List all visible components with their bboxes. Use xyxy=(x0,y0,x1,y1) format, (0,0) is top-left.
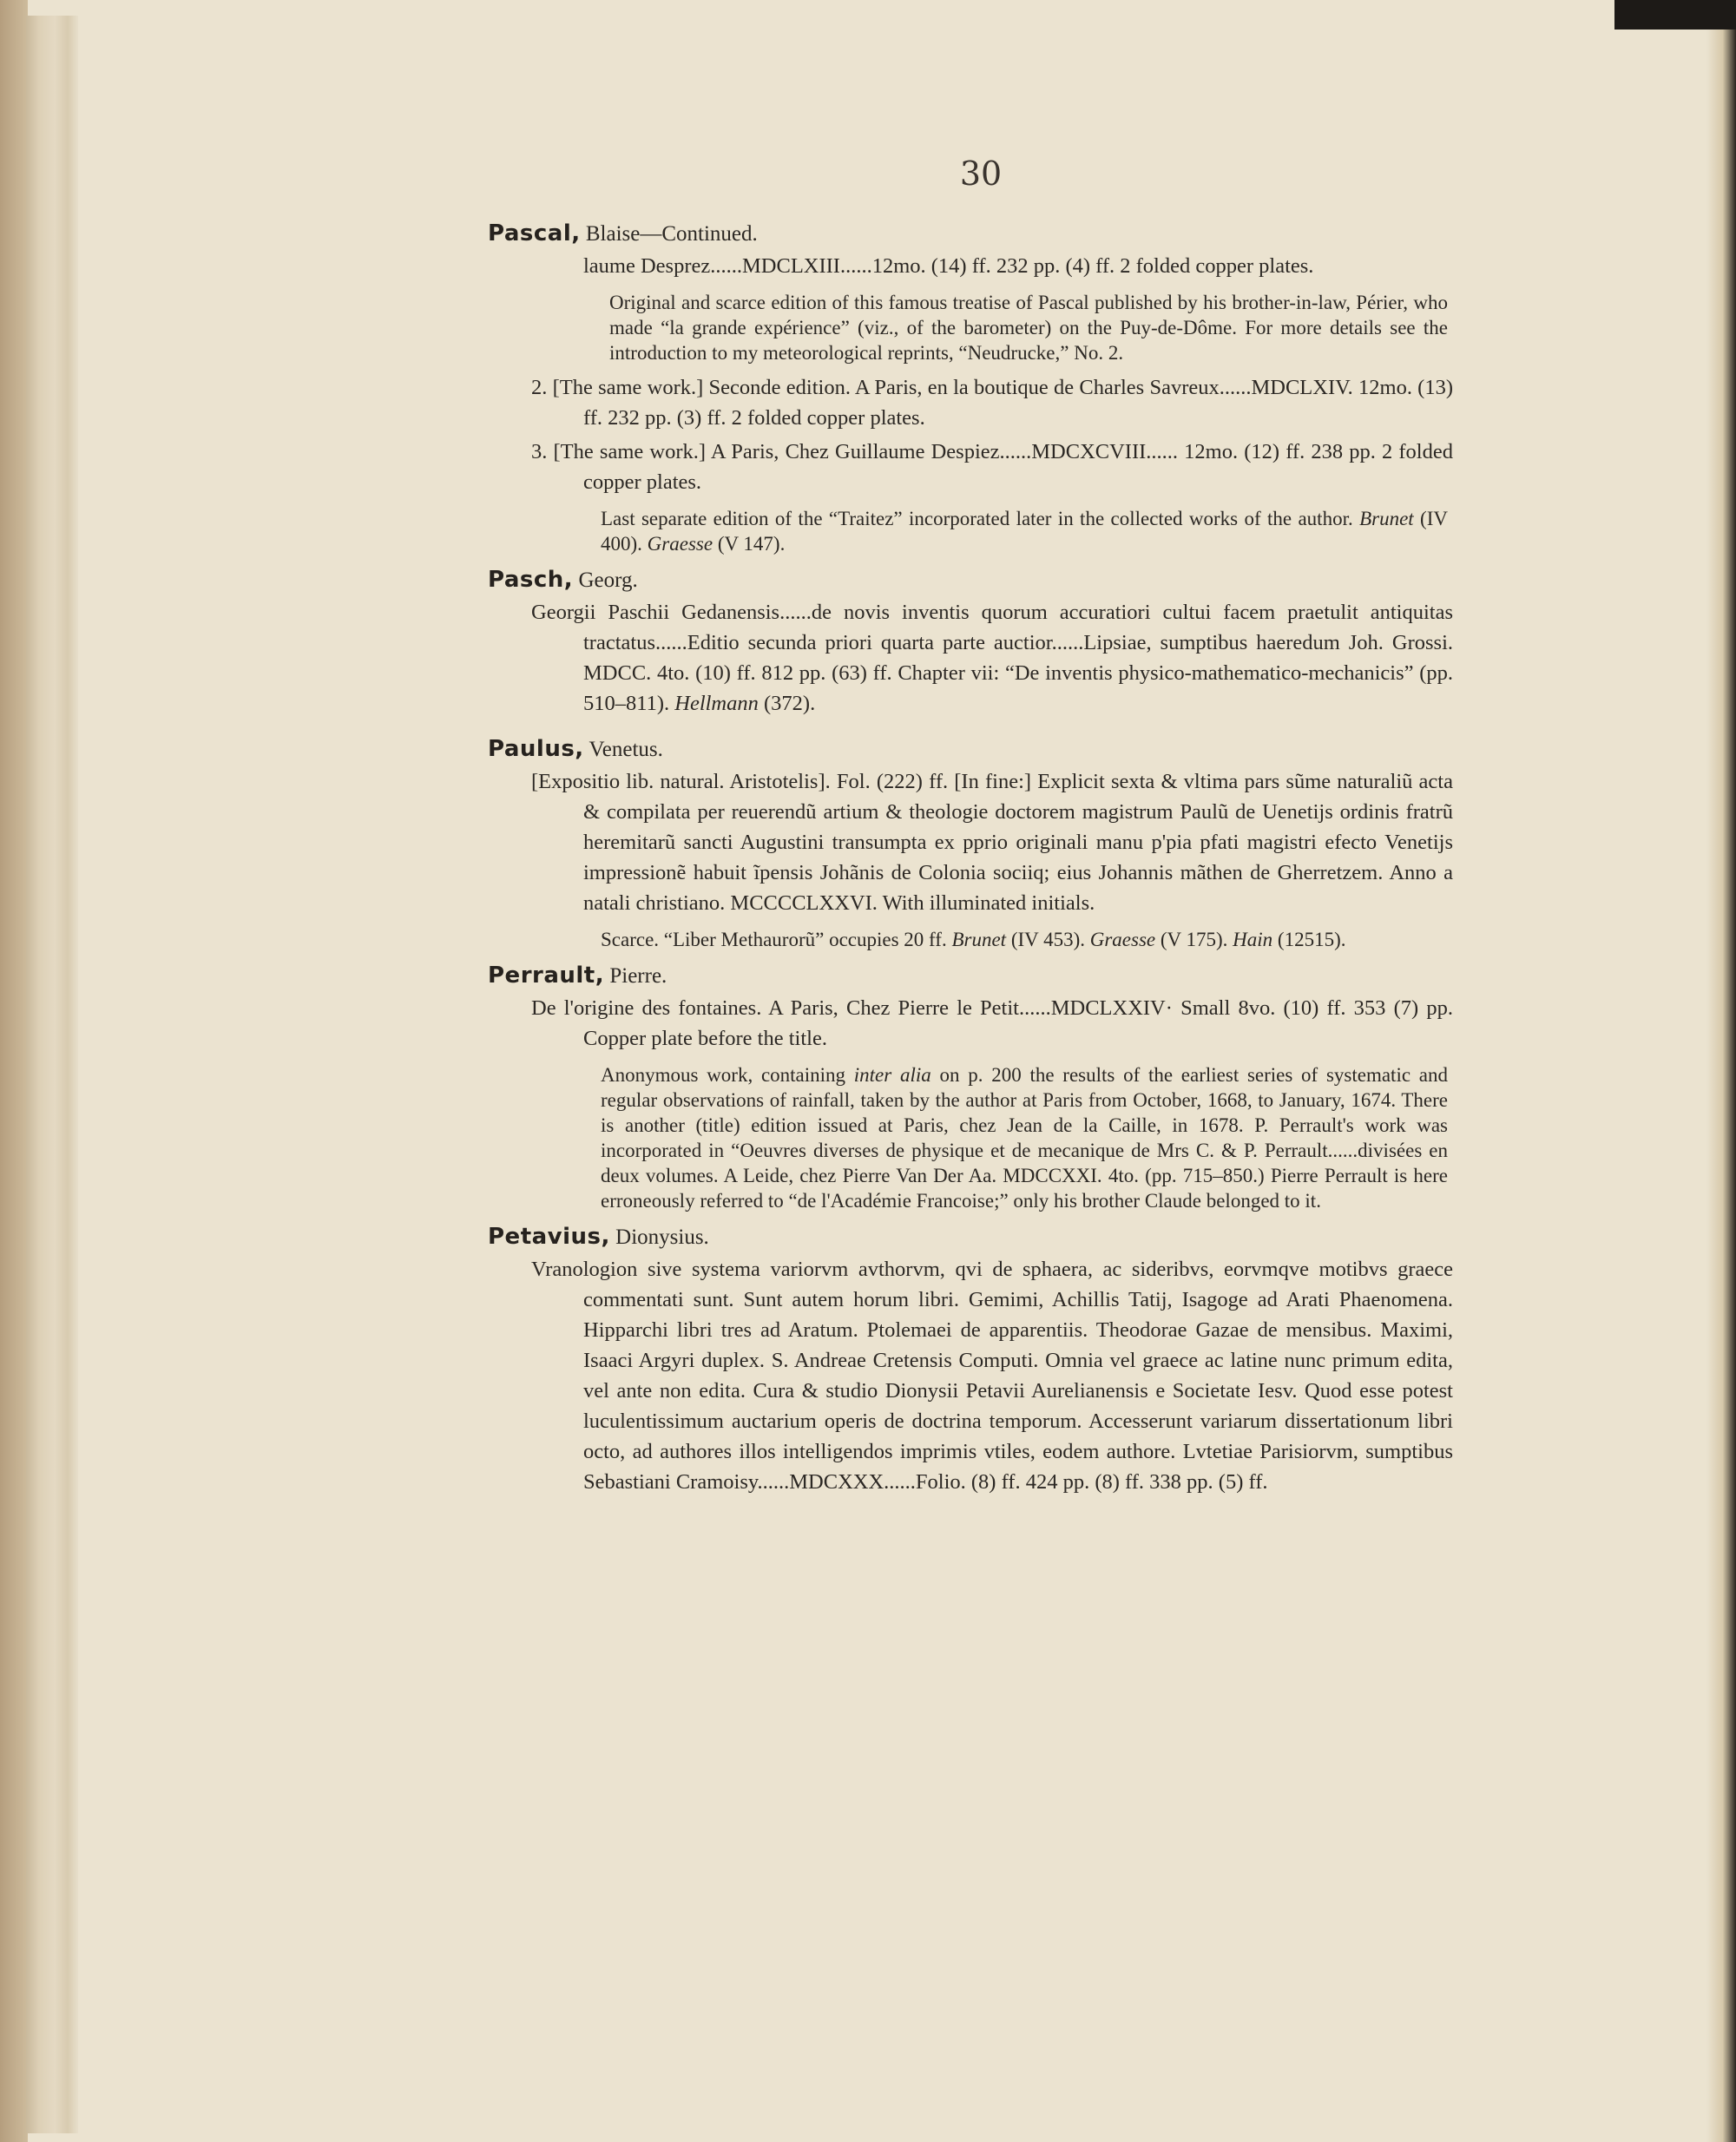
scan-background-corner xyxy=(1614,0,1736,30)
annotation-note xyxy=(601,927,1448,952)
annotation-note xyxy=(601,506,1448,556)
reference-location: (V 147). xyxy=(713,533,786,555)
catalog-item: Vranologion sive systema variorvm avthorvm, qvi de sphaera, ac sideribvs, eorvmqve motibvs graece commentati sunt. Sunt autem horum libri. Gemimi, Achillis Tatij, Isagoge ad Arati Phaenomena. Hipparchi libri tres ad Aratum. Ptolemaei de apparentiis. Theodorae Gazae de mensibus. Maximi, Isaaci Argyri duplex. S. Andreae Cretensis Computi. Omnia vel graece ac latine nunc primum edita, vel ante non edita. Cura & studio Dionysii Petavii Aurelianensis e Societate Iesv. Quod esse potest luculentissimum auctarium operis de doctrina temporum. Accesserunt variarum dissertationum libri octo, ad authores illos intelligendos imprimis vtiles, eodem authore. Lvtetiae Parisiorvm, sumptibus Sebastiani Cramoisy......MDCXXX......Folio. (8) ff. 424 pp. (8) ff. 338 pp. (5) ff. xyxy=(531,1258,1453,1494)
author-surname: Paulus, xyxy=(488,736,584,762)
note-text: Last separate edition of the “Traitez” incorporated later in the collected works of the author. xyxy=(601,508,1360,529)
reference-location: (IV 453). xyxy=(1006,929,1090,950)
annotation-note: Original and scarce edition of this famous treatise of Pascal published by his brother-in-law, Périer, who made “la grande expérience” (viz., of the barometer) on the Puy-de-Dôme. For more details see the introduction to my meteorological reprints, “Neudrucke,” No. 2. xyxy=(609,292,1448,364)
reference-name: Graesse xyxy=(647,533,713,555)
note-text: on p. 200 the results of the earliest series of systematic and regular observations of rainfall, taken by the author at Paris from October, 1668, to January, 1674. There is another (title) edition issued at Paris, chez Jean de la Caille, in 1678. P. Perrault's work was incorporated in “Oeuvres diverses de physique et de mecanique de Mrs C. & P. Perrault......divisées en deux volumes. A Leide, chez Pierre Van Der Aa. MDCCXXI. 4to. (pp. 715–850.) Pierre Perrault is here erroneously referred to “de l'Académie Francoise;” only his brother Claude belonged to it. xyxy=(601,1064,1448,1212)
entry-petavius xyxy=(479,1222,1453,1497)
entry-heading xyxy=(488,219,1453,249)
author-given: Blaise—Continued. xyxy=(580,222,758,246)
note-italic: inter alia xyxy=(853,1064,931,1086)
reference-location: (V 175). xyxy=(1155,929,1233,950)
entry-heading xyxy=(488,565,1453,595)
note-text: Anonymous work, containing xyxy=(601,1064,854,1086)
note-text: Scarce. “Liber Methaurorũ” occupies 20 ff. xyxy=(601,929,952,950)
reference-location: (372). xyxy=(758,692,816,715)
reference-name: Hellmann xyxy=(674,692,759,715)
reference-name: Brunet xyxy=(1359,508,1414,529)
author-given: Pierre. xyxy=(604,964,667,988)
catalog-item: 2. [The same work.] Seconde edition. A Paris, en la boutique de Charles Savreux......MDCLXIV. 12mo. (13) ff. 232 pp. (3) ff. 2 folded copper plates. xyxy=(531,376,1453,430)
author-surname: Pascal, xyxy=(488,220,581,246)
catalog-item: De l'origine des fontaines. A Paris, Chez Pierre le Petit......MDCLXXIV· Small 8vo. (10) ff. 353 (7) pp. Copper plate before the title. xyxy=(531,996,1453,1050)
catalog-body xyxy=(479,219,1453,1506)
reference-location: (IV 400). xyxy=(601,508,1448,555)
entry-heading xyxy=(488,961,1453,991)
author-surname: Petavius, xyxy=(488,1224,610,1250)
page-stack-edge xyxy=(26,16,78,2133)
entry-pasch xyxy=(479,565,1453,719)
annotation-note xyxy=(601,1062,1448,1213)
catalog-item: 3. [The same work.] A Paris, Chez Guillaume Despiez......MDCXCVIII...... 12mo. (12) ff. 238 pp. 2 folded copper plates. xyxy=(531,440,1453,494)
reference-name: Brunet xyxy=(951,929,1007,950)
item-text: Georgii Paschii Gedanensis......de novis inventis quorum accuratiori cultui facem praetulit antiquitas tractatus......Editio secunda priori quarta parte auctior......Lipsiae, sumptibus haeredum Joh. Grossi. MDCC. 4to. (10) ff. 812 pp. (63) ff. Chapter vii: “De inventis physico-mathematico-mechanicis” (pp. 510–811). xyxy=(531,601,1453,715)
entry-perrault xyxy=(479,961,1453,1213)
reference-name: Hain xyxy=(1233,929,1273,950)
entry-heading xyxy=(488,734,1453,765)
author-given: Venetus. xyxy=(583,738,663,761)
page-right-edge xyxy=(1706,26,1736,2142)
binding-shadow xyxy=(0,0,28,2142)
catalog-item: [Expositio lib. natural. Aristotelis]. Fol. (222) ff. [In fine:] Explicit sexta & vltima pars sũme naturaliũ acta & compilata per reuerendũ artium & theologie doctorem magistrum Paulũ de Uenetijs ordinis fratrũ heremitarũ sancti Augustini transumpta ex pprio originali manu p'pia pfati magistri efecto Venetijs impressionẽ habuit ĩpensis Johãnis de Colonia sociiq; eius Johannis mãthen de Gherretzem. Anno a natali christiano. MCCCCLXXVI. With illuminated initials. xyxy=(531,770,1453,915)
reference-location: (12515). xyxy=(1272,929,1346,950)
author-given: Georg. xyxy=(573,568,638,592)
catalog-item xyxy=(531,597,1453,719)
author-given: Dionysius. xyxy=(609,1225,709,1249)
entry-heading xyxy=(488,1222,1453,1252)
entry-pascal xyxy=(479,219,1453,556)
catalog-item: laume Desprez......MDCLXIII......12mo. (14) ff. 232 pp. (4) ff. 2 folded copper plates. xyxy=(583,254,1314,278)
reference-name: Graesse xyxy=(1089,929,1156,950)
entry-paulus xyxy=(479,734,1453,952)
author-surname: Pasch, xyxy=(488,567,574,593)
page-number: 30 xyxy=(959,154,1003,193)
author-surname: Perrault, xyxy=(488,963,605,989)
